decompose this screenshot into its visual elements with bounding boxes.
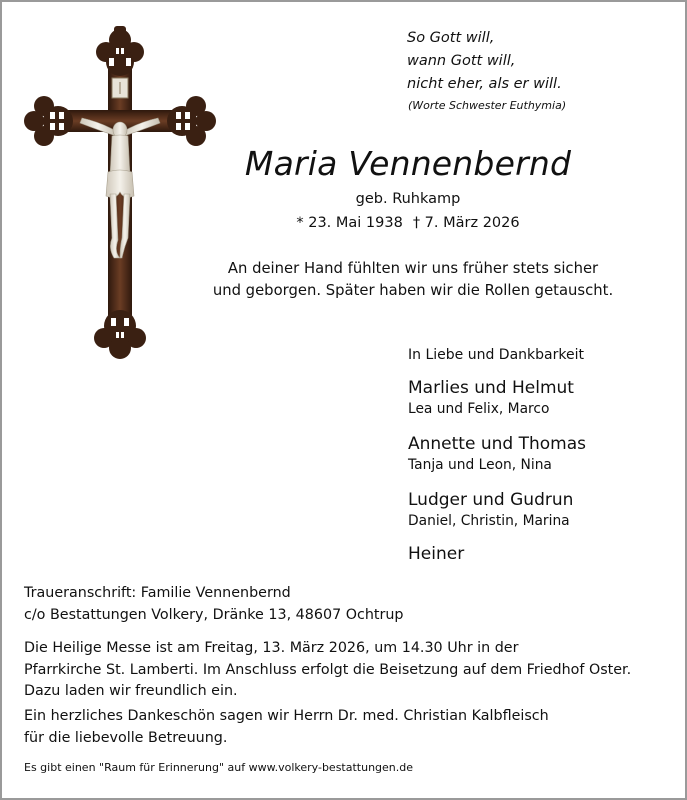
family-main: Ludger und Gudrun <box>408 490 574 510</box>
mass-line: Pfarrkirche St. Lamberti. Im Anschluss erfolgt die Beisetzung auf dem Friedhof Oster. <box>24 661 632 678</box>
quote-line: nicht eher, als er will. <box>407 76 562 92</box>
memorial-website-note: Es gibt einen "Raum für Erinnerung" auf www.volkery-bestattungen.de <box>24 761 414 774</box>
family-sub: Tanja und Leon, Nina <box>408 457 552 473</box>
crucifix-icon <box>24 26 216 360</box>
family-main: Heiner <box>408 544 465 564</box>
mass-line: Die Heilige Messe ist am Freitag, 13. März 2026, um 14.30 Uhr in der <box>24 640 519 656</box>
death-date: † 7. März 2026 <box>412 215 520 231</box>
thank-you-note <box>24 706 549 749</box>
address-line: c/o Bestattungen Volkery, Dränke 13, 48607 Ochtrup <box>24 607 404 623</box>
address-line: Traueranschrift: Familie Vennenbernd <box>24 585 291 601</box>
mass-info <box>24 638 631 703</box>
mass-line: Dazu laden wir freundlich ein. <box>24 683 238 699</box>
family-group <box>408 489 573 531</box>
life-dates <box>215 213 601 233</box>
thanks-line: Ein herzliches Dankeschön sagen wir Herrn Dr. med. Christian Kalbfleisch <box>24 708 549 724</box>
verse-line: und geborgen. Später haben wir die Rollen getauscht. <box>212 282 614 299</box>
bible-quote <box>407 27 566 116</box>
quote-line: So Gott will, <box>407 30 495 46</box>
deceased-name: Maria Vennenbernd <box>244 144 572 183</box>
family-main: Marlies und Helmut <box>408 378 574 398</box>
mourning-address <box>24 582 404 626</box>
family-sub: Daniel, Christin, Marina <box>408 513 570 529</box>
verse-line: An deiner Hand fühlten wir uns früher stets sicher <box>227 260 599 277</box>
family-group <box>408 543 464 565</box>
mourners-intro: In Liebe und Dankbarkeit <box>408 347 584 363</box>
family-group <box>408 377 574 419</box>
birth-date: * 23. Mai 1938 <box>296 215 403 231</box>
quote-line: wann Gott will, <box>407 53 516 69</box>
thanks-line: für die liebevolle Betreuung. <box>24 729 228 746</box>
family-group <box>408 433 586 475</box>
quote-source: (Worte Schwester Euthymia) <box>408 99 567 112</box>
family-main: Annette und Thomas <box>408 434 586 454</box>
memorial-verse <box>180 258 646 302</box>
family-sub: Lea und Felix, Marco <box>408 401 550 417</box>
maiden-name: geb. Ruhkamp <box>355 191 461 207</box>
